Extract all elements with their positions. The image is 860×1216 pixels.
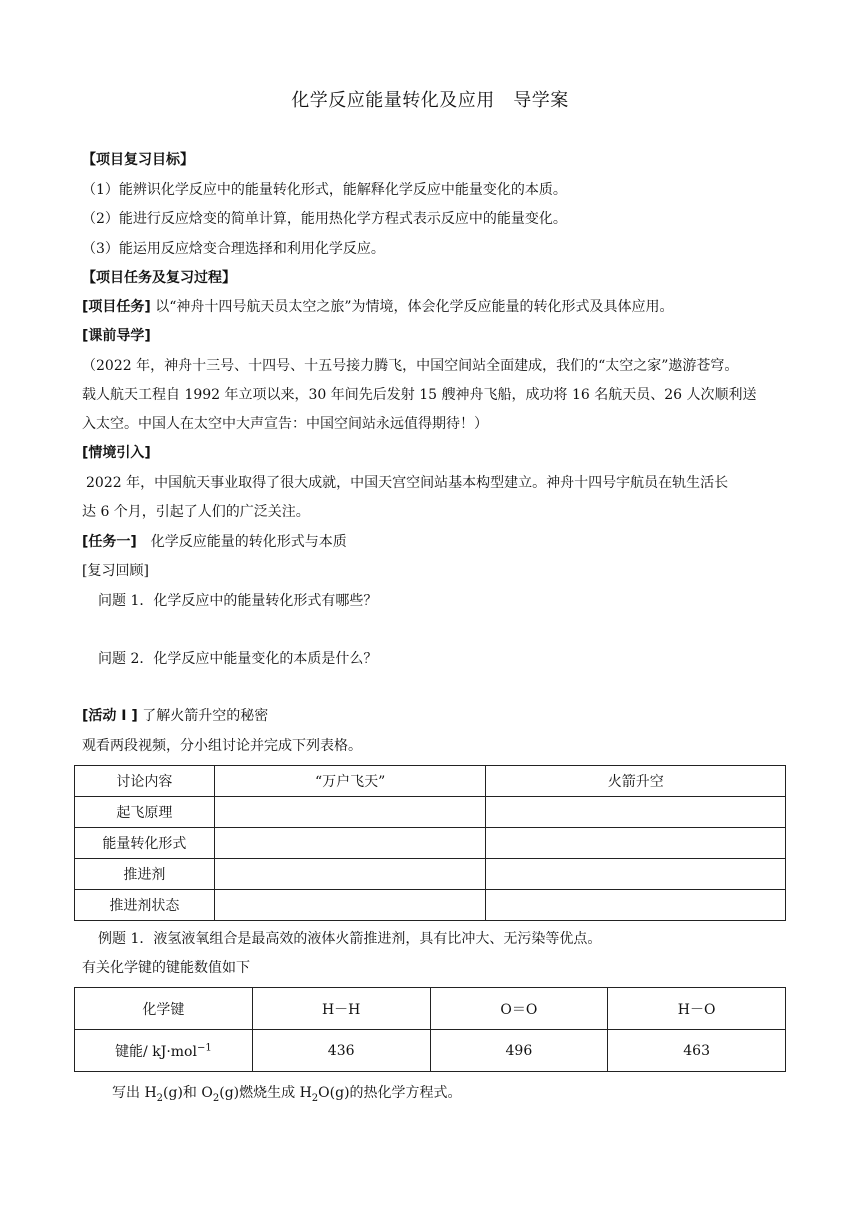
goals-heading: 【项目复习目标】 bbox=[82, 152, 194, 168]
text-part: 写出 H bbox=[112, 1085, 157, 1101]
discussion-table bbox=[74, 765, 786, 921]
answer-cell[interactable] bbox=[486, 859, 786, 890]
bond-intro: 有关化学键的键能数值如下 bbox=[82, 960, 250, 976]
discussion-table-header bbox=[75, 766, 786, 797]
bond-energy-value: 436 bbox=[252, 1030, 430, 1072]
table-row bbox=[75, 890, 786, 921]
question-2: 问题 2．化学反应中能量变化的本质是什么？ bbox=[98, 651, 378, 667]
project-task-text: 以“神舟十四号航天员太空之旅”为情境，体会化学反应能量的转化形式及具体应用。 bbox=[150, 299, 674, 315]
preview-label: [课前导学] bbox=[82, 328, 151, 344]
project-task-label: [项目任务] bbox=[82, 299, 151, 315]
goal-2: （2）能进行反应焓变的简单计算，能用热化学方程式表示反应中的能量变化。 bbox=[82, 211, 567, 227]
activity-heading bbox=[82, 706, 790, 726]
task1-text: 化学反应能量的转化形式与本质 bbox=[136, 534, 347, 550]
header-cell: 火箭升空 bbox=[486, 766, 786, 797]
activity-text: 了解火箭升空的秘密 bbox=[137, 708, 269, 724]
table-row bbox=[75, 859, 786, 890]
answer-cell[interactable] bbox=[486, 828, 786, 859]
header-cell: H－O bbox=[608, 988, 786, 1030]
row-label: 起飞原理 bbox=[75, 797, 215, 828]
bond-energy-value: 463 bbox=[608, 1030, 786, 1072]
final-question bbox=[112, 1083, 790, 1109]
question-1: 问题 1．化学反应中的能量转化形式有哪些？ bbox=[98, 593, 378, 609]
header-cell: O＝O bbox=[430, 988, 608, 1030]
header-cell: “万户飞天” bbox=[214, 766, 486, 797]
answer-cell[interactable] bbox=[486, 797, 786, 828]
preview-line-2: 载人航天工程自 1992 年立项以来，30 年间先后发射 15 艘神舟飞船，成功将 16 名航天员、26 人次顺利送 bbox=[82, 387, 757, 403]
activity-label: [活动 Ⅰ ] bbox=[82, 708, 138, 724]
row-label: 能量转化形式 bbox=[75, 828, 215, 859]
text-part: (g)和 O bbox=[163, 1085, 213, 1101]
intro-line-2: 达 6 个月，引起了人们的广泛关注。 bbox=[82, 504, 310, 520]
row-label-text: 键能/ kJ·mol bbox=[115, 1043, 197, 1060]
row-label: 推进剂状态 bbox=[75, 890, 215, 921]
text-part: O(g)的热化学方程式。 bbox=[318, 1085, 462, 1101]
bond-energy-table bbox=[74, 987, 786, 1072]
text-part: (g)燃烧生成 H bbox=[219, 1085, 312, 1101]
answer-cell[interactable] bbox=[486, 890, 786, 921]
task1-label: [任务一] bbox=[82, 534, 137, 550]
activity-instruction: 观看两段视频，分小组讨论并完成下列表格。 bbox=[82, 738, 362, 754]
subscript: 2 bbox=[156, 1092, 164, 1104]
example-1: 例题 1．液氢液氧组合是最高效的液体火箭推进剂，具有比冲大、无污染等优点。 bbox=[98, 931, 602, 947]
intro-label: [情境引入] bbox=[82, 445, 151, 461]
header-cell: 化学键 bbox=[75, 988, 253, 1030]
header-cell: H－H bbox=[252, 988, 430, 1030]
goal-1: （1）能辨识化学反应中的能量转化形式，能解释化学反应中能量变化的本质。 bbox=[82, 182, 567, 198]
bond-table-header bbox=[75, 988, 786, 1030]
preview-line-1: （2022 年，神舟十三号、十四号、十五号接力腾飞，中国空间站全面建成，我们的“太空之家”遨游苍穹。 bbox=[82, 358, 739, 374]
task1-heading bbox=[82, 532, 790, 552]
preview-line-3: 入太空。中国人在太空中大声宣告：中国空间站永远值得期待！） bbox=[82, 416, 488, 432]
answer-cell[interactable] bbox=[214, 797, 486, 828]
page-title: 化学反应能量转化及应用 导学案 bbox=[291, 90, 569, 111]
header-cell: 讨论内容 bbox=[75, 766, 215, 797]
table-row bbox=[75, 1030, 786, 1072]
subscript: 2 bbox=[212, 1092, 220, 1104]
bond-energy-value: 496 bbox=[430, 1030, 608, 1072]
table-row bbox=[75, 828, 786, 859]
project-task bbox=[82, 297, 790, 317]
table-row bbox=[75, 797, 786, 828]
row-label: 推进剂 bbox=[75, 859, 215, 890]
answer-cell[interactable] bbox=[214, 859, 486, 890]
intro-line-1: 2022 年，中国航天事业取得了很大成就，中国天宫空间站基本构型建立。神舟十四号宇航员在轨生活长 bbox=[86, 475, 729, 491]
review-label: [复习回顾] bbox=[82, 563, 149, 579]
unit-superscript: −1 bbox=[196, 1041, 212, 1053]
goal-3: （3）能运用反应焓变合理选择和利用化学反应。 bbox=[82, 241, 385, 257]
answer-cell[interactable] bbox=[214, 828, 486, 859]
subscript: 2 bbox=[311, 1092, 319, 1104]
answer-cell[interactable] bbox=[214, 890, 486, 921]
process-heading: 【项目任务及复习过程】 bbox=[82, 270, 236, 286]
row-label bbox=[75, 1030, 253, 1072]
